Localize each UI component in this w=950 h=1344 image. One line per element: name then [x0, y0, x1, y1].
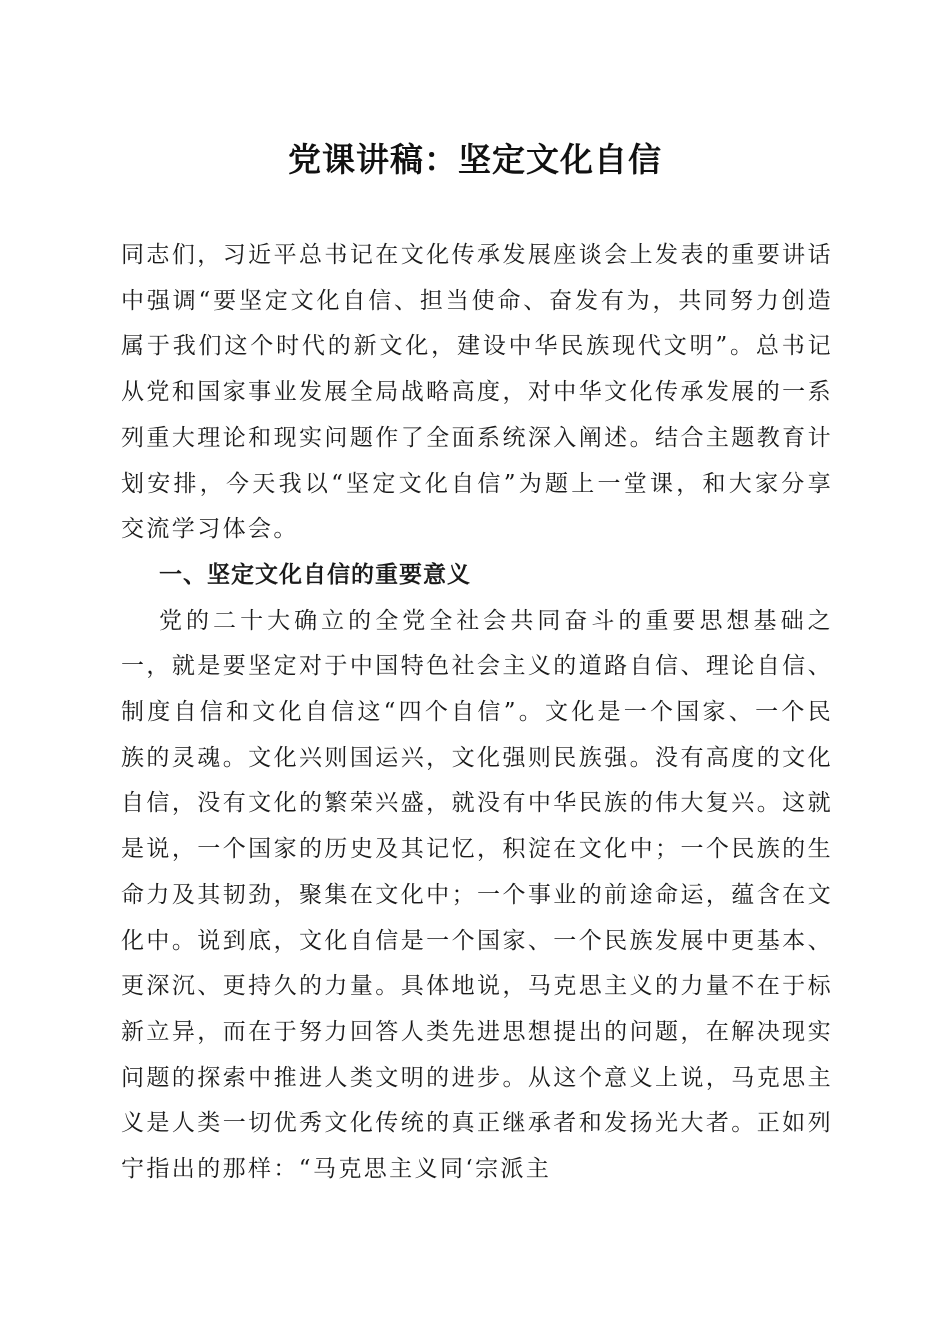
paragraph-intro: 同志们，习近平总书记在文化传承发展座谈会上发表的重要讲话中强调“要坚定文化自信、担当使命、奋发有为，共同努力创造属于我们这个时代的新文化，建设中华民族现代文明”。总书记从党和国家事业发展全局战略高度，对中华文化传承发展的一系列重大理论和现实问题作了全面系统深入阐述。结合主题教育计划安排，今天我以“坚定文化自信”为题上一堂课，和大家分享交流学习体会。	[121, 242, 833, 543]
section-heading-1: 一、坚定文化自信的重要意义	[159, 561, 471, 588]
document-body	[121, 233, 833, 1193]
document-title: 党课讲稿：坚定文化自信	[288, 140, 662, 179]
paragraph-section-1: 党的二十大确立的全党全社会共同奋斗的重要思想基础之一，就是要坚定对于中国特色社会主义的道路自信、理论自信、制度自信和文化自信这“四个自信”。文化是一个国家、一个民族的灵魂。文化兴则国运兴，文化强则民族强。没有高度的文化自信，没有文化的繁荣兴盛，就没有中华民族的伟大复兴。这就是说，一个国家的历史及其记忆，积淀在文化中；一个民族的生命力及其韧劲，聚集在文化中；一个事业的前途命运，蕴含在文化中。说到底，文化自信是一个国家、一个民族发展中更基本、更深沉、更持久的力量。具体地说，马克思主义的力量不在于标新立异，而在于努力回答人类先进思想提出的问题，在解决现实问题的探索中推进人类文明的进步。从这个意义上说，马克思主义是人类一切优秀文化传统的真正继承者和发扬光大者。正如列宁指出的那样：“马克思主义同‘宗派主	[121, 607, 833, 1183]
